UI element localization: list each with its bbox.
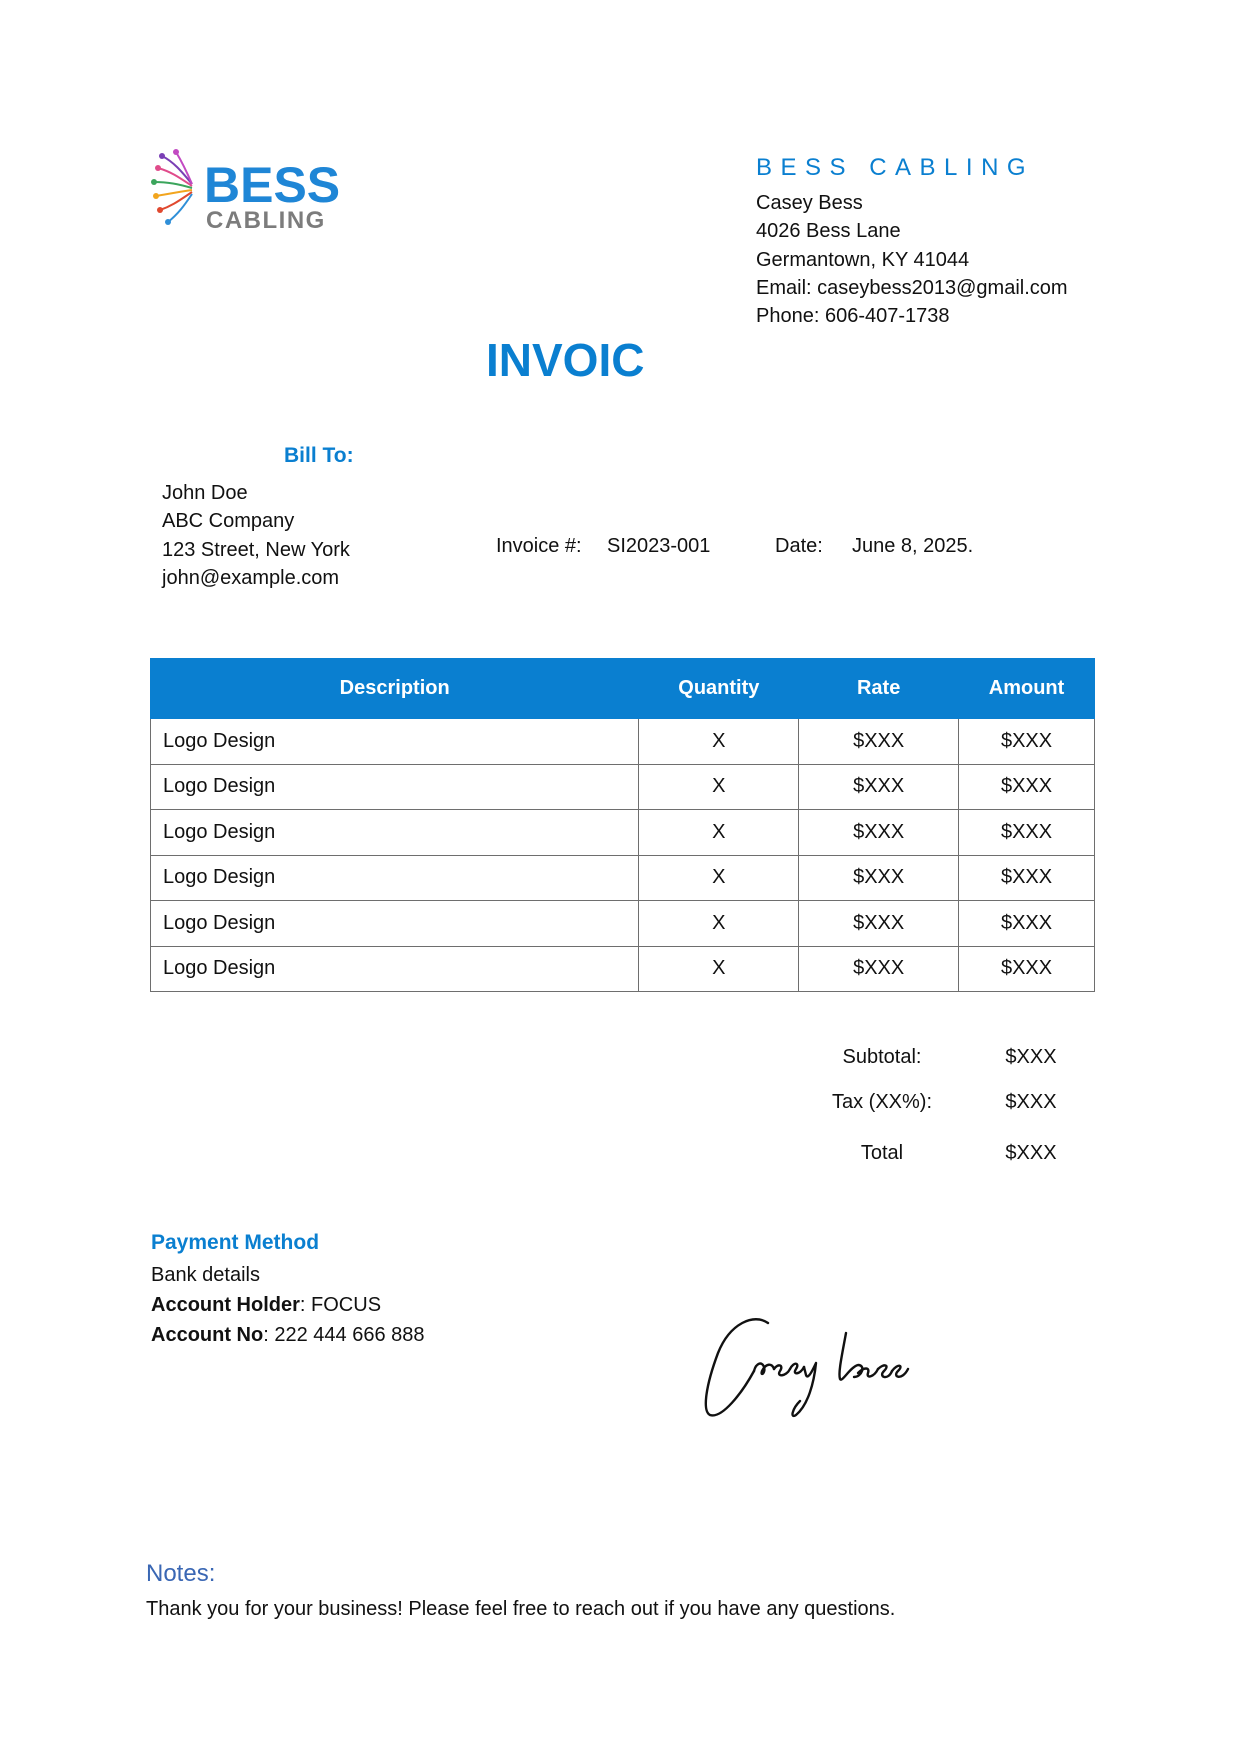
cell-rate: $XXX <box>799 719 959 765</box>
table-header-row <box>151 659 1095 719</box>
cell-quantity: X <box>639 810 799 856</box>
cell-quantity: X <box>639 855 799 901</box>
cell-amount: $XXX <box>959 946 1095 992</box>
cell-quantity: X <box>639 764 799 810</box>
cell-amount: $XXX <box>959 719 1095 765</box>
bill-to-block <box>162 479 350 592</box>
company-address-block <box>756 189 1068 330</box>
table-row <box>151 719 1095 765</box>
cell-amount: $XXX <box>959 901 1095 947</box>
bill-to-name: John Doe <box>162 482 248 504</box>
bill-to-company: ABC Company <box>162 510 295 533</box>
header-amount: Amount <box>959 659 1095 719</box>
payment-method-title: Payment Method <box>151 1231 320 1254</box>
cell-rate: $XXX <box>799 810 959 856</box>
cell-amount: $XXX <box>959 855 1095 901</box>
account-holder-value: FOCUS <box>311 1294 382 1317</box>
tax-label: Tax (XX%): <box>831 1091 933 1113</box>
cell-description: Logo Design <box>151 901 639 947</box>
invoice-number: SI2023-001 <box>607 535 711 557</box>
signature <box>696 1305 926 1435</box>
company-email: Email: caseybess2013@gmail.com <box>756 276 1068 299</box>
cell-description: Logo Design <box>151 719 639 765</box>
company-name: BESS CABLING <box>756 154 1035 181</box>
cell-amount: $XXX <box>959 764 1095 810</box>
cell-amount: $XXX <box>959 810 1095 856</box>
bank-details: Bank details <box>151 1264 260 1286</box>
account-number-line: Account No: 222 444 666 888 <box>151 1324 425 1347</box>
table-row <box>151 764 1095 810</box>
invoice-title: INVOIC <box>486 334 645 386</box>
bill-to-email: john@example.com <box>162 566 340 589</box>
notes-text: Thank you for your business! Please feel free to reach out if you have any questions. <box>146 1598 896 1620</box>
table-row <box>151 855 1095 901</box>
table-row <box>151 901 1095 947</box>
cell-quantity: X <box>639 946 799 992</box>
account-number-value: 222 444 666 888 <box>274 1324 425 1347</box>
invoice-date: June 8, 2025. <box>852 535 974 557</box>
cell-rate: $XXX <box>799 855 959 901</box>
company-contact: Casey Bess <box>756 192 863 214</box>
cell-quantity: X <box>639 719 799 765</box>
table-row <box>151 810 1095 856</box>
account-holder-label: Account Holder <box>151 1294 300 1317</box>
cell-description: Logo Design <box>151 810 639 856</box>
cable-dots-icon <box>151 149 179 225</box>
header-quantity: Quantity <box>639 659 799 719</box>
items-table <box>150 658 1095 992</box>
cell-rate: $XXX <box>799 946 959 992</box>
bill-to-address: 123 Street, New York <box>162 538 350 561</box>
cell-description: Logo Design <box>151 855 639 901</box>
notes-title: Notes: <box>146 1560 216 1587</box>
invoice-date-label: Date: <box>775 535 823 557</box>
table-row <box>151 946 1095 992</box>
subtotal-value: $XXX <box>1005 1046 1057 1068</box>
company-city: Germantown, KY 41044 <box>756 248 970 271</box>
cell-rate: $XXX <box>799 764 959 810</box>
subtotal-label: Subtotal: <box>842 1046 922 1068</box>
svg-text:BESS: BESS <box>204 157 341 213</box>
tax-value: $XXX <box>1005 1091 1057 1113</box>
account-number-label: Account No <box>151 1324 264 1347</box>
account-holder-line: Account Holder: FOCUS <box>151 1294 382 1317</box>
cell-quantity: X <box>639 901 799 947</box>
company-phone: Phone: 606-407-1738 <box>756 305 950 328</box>
total-label: Total <box>860 1142 904 1164</box>
cell-rate: $XXX <box>799 901 959 947</box>
cell-description: Logo Design <box>151 946 639 992</box>
bill-to-label: Bill To: <box>284 444 354 467</box>
payment-details <box>151 1260 425 1351</box>
svg-text:CABLING: CABLING <box>206 207 326 232</box>
cell-description: Logo Design <box>151 764 639 810</box>
company-logo <box>150 148 360 232</box>
total-value: $XXX <box>1005 1142 1057 1164</box>
company-street: 4026 Bess Lane <box>756 220 901 243</box>
header-rate: Rate <box>799 659 959 719</box>
invoice-number-label: Invoice #: <box>496 535 582 557</box>
header-description: Description <box>151 659 639 719</box>
